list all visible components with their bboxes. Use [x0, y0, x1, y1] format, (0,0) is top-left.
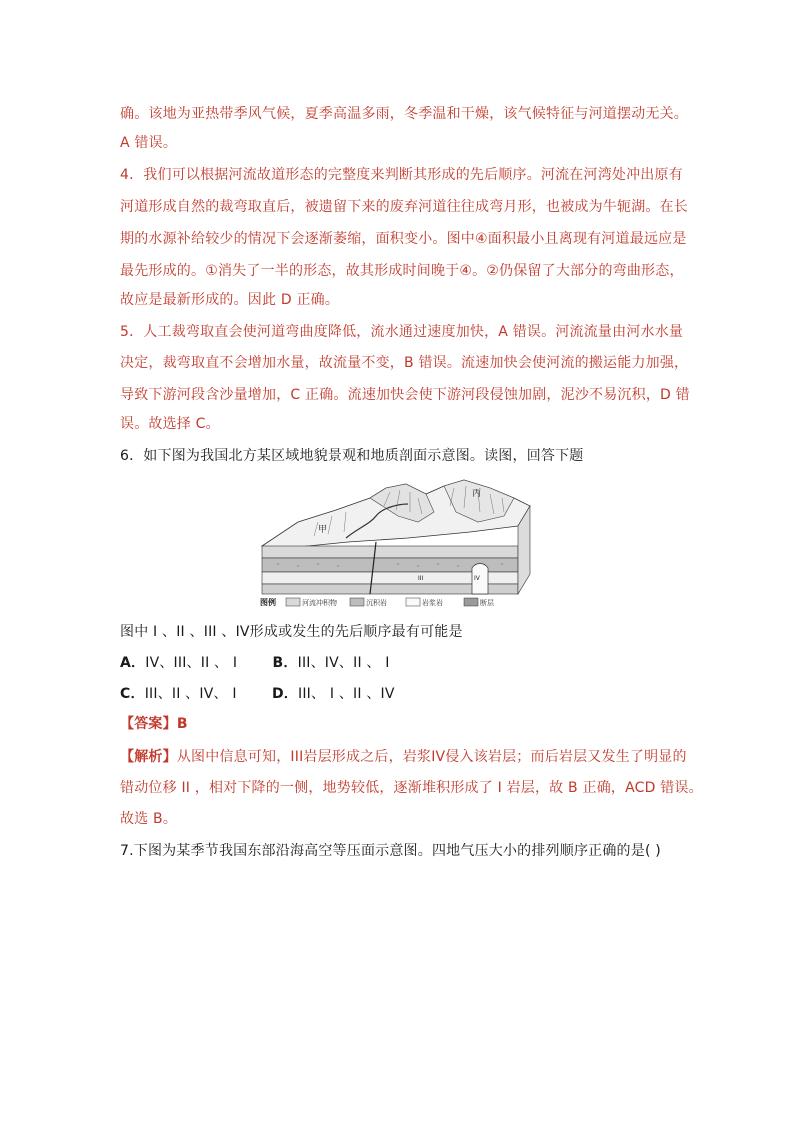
answer-label: 【答案】	[120, 716, 177, 732]
option-text: III、 I 、II 、IV	[298, 686, 395, 702]
label-jia: 甲	[318, 525, 328, 535]
legend-item: 断层	[480, 599, 494, 607]
question-6-title: 6．如下图为我国北方某区域地貌景观和地质剖面示意图。读图，回答下题	[120, 448, 584, 464]
answer-value: B	[176, 716, 188, 732]
label-iv: IV	[474, 575, 480, 582]
text-line: 决定，裁弯取直不会增加水量，故流量不变，B 错误。流速加快会使河流的搬运能力加强，	[120, 355, 689, 371]
option-key: D．	[271, 686, 299, 702]
option-key: C．	[120, 686, 145, 702]
analysis-line	[120, 747, 687, 767]
legend-title: 图例	[260, 598, 276, 607]
answer	[120, 714, 680, 734]
question-7-title: 7.下图为某季节我国东部沿海高空等压面示意图。四地气压大小的排列顺序正确的是( )	[120, 843, 661, 859]
legend-item: 沉积岩	[366, 599, 387, 607]
analysis-line: 故选 B。	[120, 811, 178, 827]
text-line: 导致下游河段含沙量增加，C 正确。流速加快会使下游河段侵蚀加剧，泥沙不易沉积，D 错	[120, 387, 690, 403]
option-text: III、IV、II 、 I	[297, 655, 390, 671]
option-text: III、II 、IV、 I	[144, 686, 237, 702]
text-line: 确。该地为亚热带季风气候，夏季高温多雨，冬季温和干燥，该气候特征与河道摆动无关。	[120, 106, 688, 122]
text-line: 误。故选择 C。	[120, 416, 220, 432]
text-line: 4．我们可以根据河流故道形态的完整度来判断其形成的先后顺序。河流在河湾处冲出原有	[120, 167, 683, 183]
analysis-line: 错动位移 II ，相对下降的一侧，地势较低，逐渐堆积形成了 I 岩层，故 B 正确，ACD 错误。	[120, 780, 703, 796]
text-line: 最先形成的。①消失了一半的形态，故其形成时间晚于④。②仍保留了大部分的弯曲形态，	[120, 263, 684, 279]
legend-item: 岩浆岩	[422, 599, 443, 607]
text-line: 故应是最新形成的。因此 D 正确。	[120, 292, 340, 308]
text-line: 河道形成自然的裁弯取直后，被遗留下来的废弃河道往往成弯月形，也被成为牛轭湖。在长	[120, 199, 688, 215]
option-text: IV、III、II 、 I	[145, 655, 238, 671]
option-key: B．	[272, 655, 298, 671]
options-row-1	[120, 653, 680, 673]
text-line: A 错误。	[120, 135, 178, 151]
geology-block-diagram	[258, 476, 538, 610]
legend-item: 河流冲积物	[302, 599, 337, 607]
analysis-text: 从图中信息可知，III岩层形成之后，岩浆IV侵入该岩层；而后岩层又发生了明显的	[176, 749, 687, 765]
options-row-2	[120, 684, 680, 704]
label-iii: III	[418, 575, 424, 582]
label-bing: 丙	[472, 489, 482, 499]
analysis-label: 【解析】	[120, 749, 177, 765]
text-line: 期的水源补给较少的情况下会逐渐萎缩，面积变小。图中④面积最小且离现有河道最远应是	[120, 231, 687, 247]
question-stem: 图中 I 、II 、III 、IV形成或发生的先后顺序最有可能是	[120, 624, 463, 640]
text-line: 5．人工裁弯取直会使河道弯曲度降低，流水通过速度加快，A 错误。河流流量由河水水量	[120, 324, 684, 340]
option-key: A．	[120, 655, 146, 671]
